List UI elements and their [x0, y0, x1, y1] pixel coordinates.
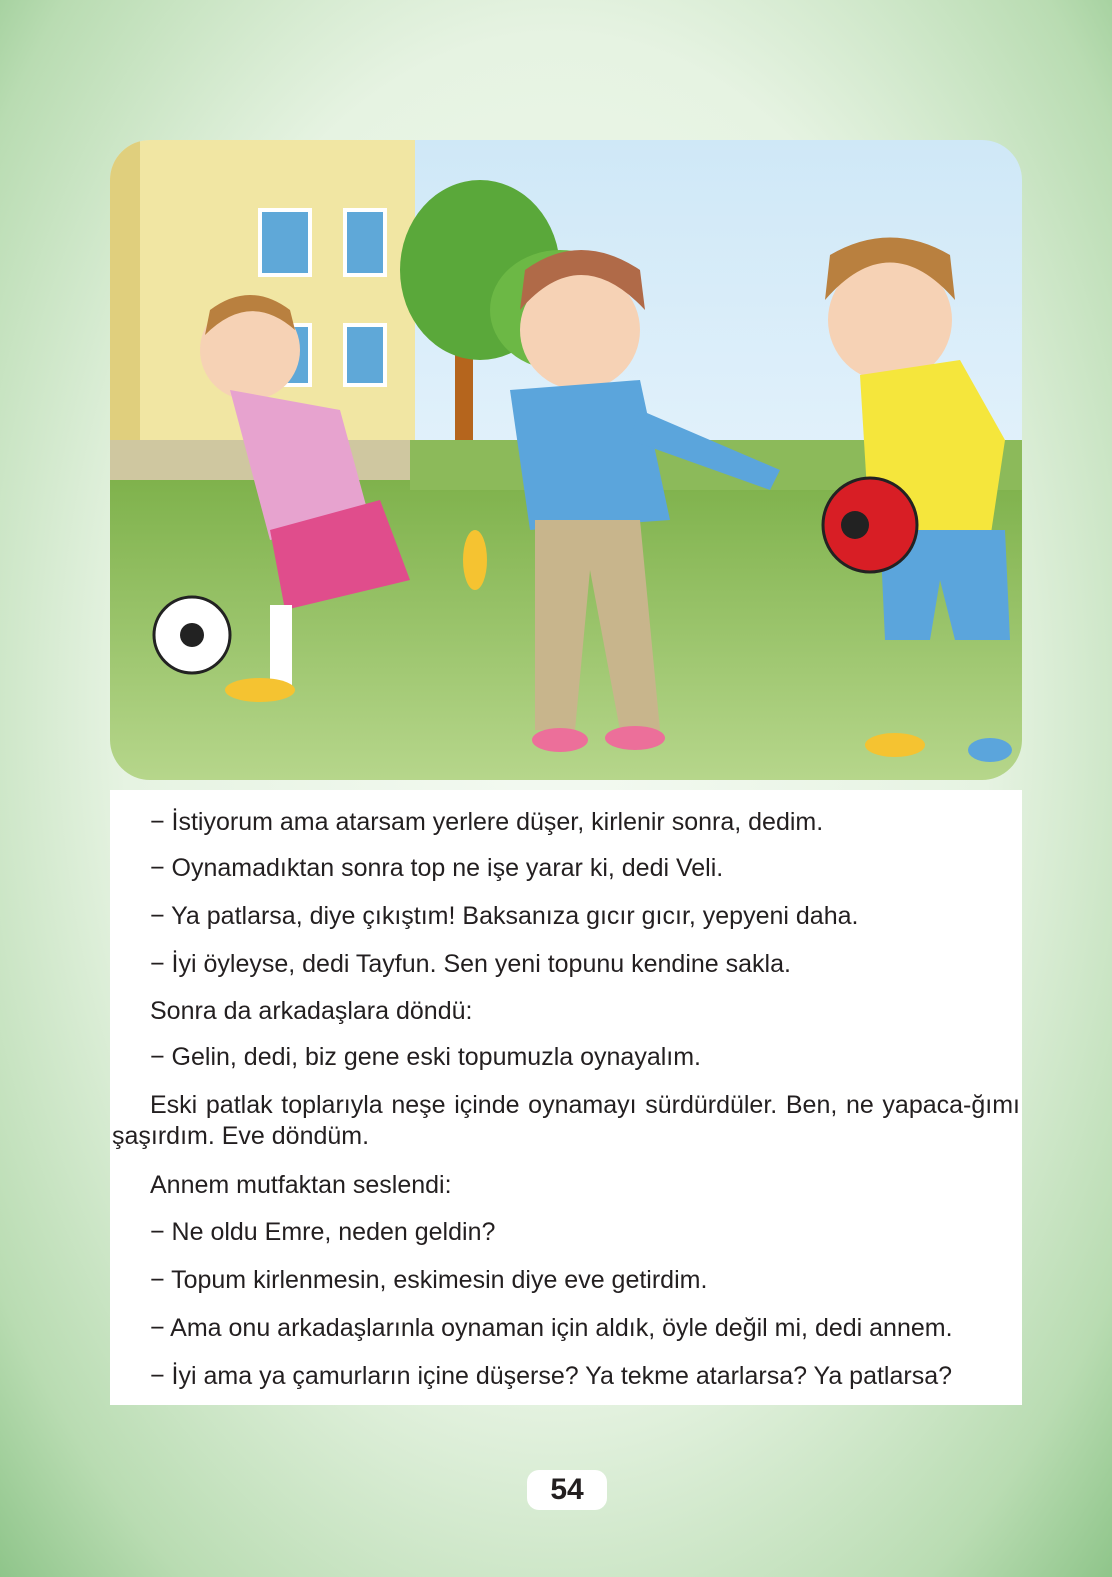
story-line: − İstiyorum ama atarsam yerlere düşer, kirlenir sonra, dedim.	[150, 808, 824, 836]
story-line: − İyi öyleyse, dedi Tayfun. Sen yeni topunu kendine sakla.	[150, 950, 791, 978]
story-text	[110, 790, 1022, 1405]
story-line: Annem mutfaktan seslendi:	[150, 1171, 452, 1199]
story-line: Sonra da arkadaşlara döndü:	[150, 997, 473, 1025]
story-line: − Ama onu arkadaşlarınla oynaman için aldık, öyle değil mi, dedi annem.	[150, 1314, 953, 1342]
red-football	[823, 478, 917, 572]
white-football	[154, 597, 230, 673]
children-playing-football-illustration	[110, 140, 1022, 780]
story-line: − Oynamadıktan sonra top ne işe yarar ki, dedi Veli.	[150, 854, 724, 882]
story-illustration	[110, 140, 1022, 780]
story-line: − Gelin, dedi, biz gene eski topumuzla oynayalım.	[150, 1043, 702, 1071]
story-line: − Ne oldu Emre, neden geldin?	[150, 1218, 496, 1246]
story-line: − Ya patlarsa, diye çıkıştım! Baksanıza gıcır gıcır, yepyeni daha.	[150, 902, 859, 930]
page-number: 54	[527, 1470, 607, 1510]
story-line: − İyi ama ya çamurların içine düşerse? Ya tekme atarlarsa? Ya patlarsa?	[150, 1362, 953, 1390]
story-paragraph: Eski patlak toplarıyla neşe içinde oynamayı sürdürdüler. Ben, ne yapaca-ğımı şaşırdım. Eve döndüm.	[112, 1091, 1020, 1150]
story-line: − Topum kirlenmesin, eskimesin diye eve getirdim.	[150, 1266, 708, 1294]
